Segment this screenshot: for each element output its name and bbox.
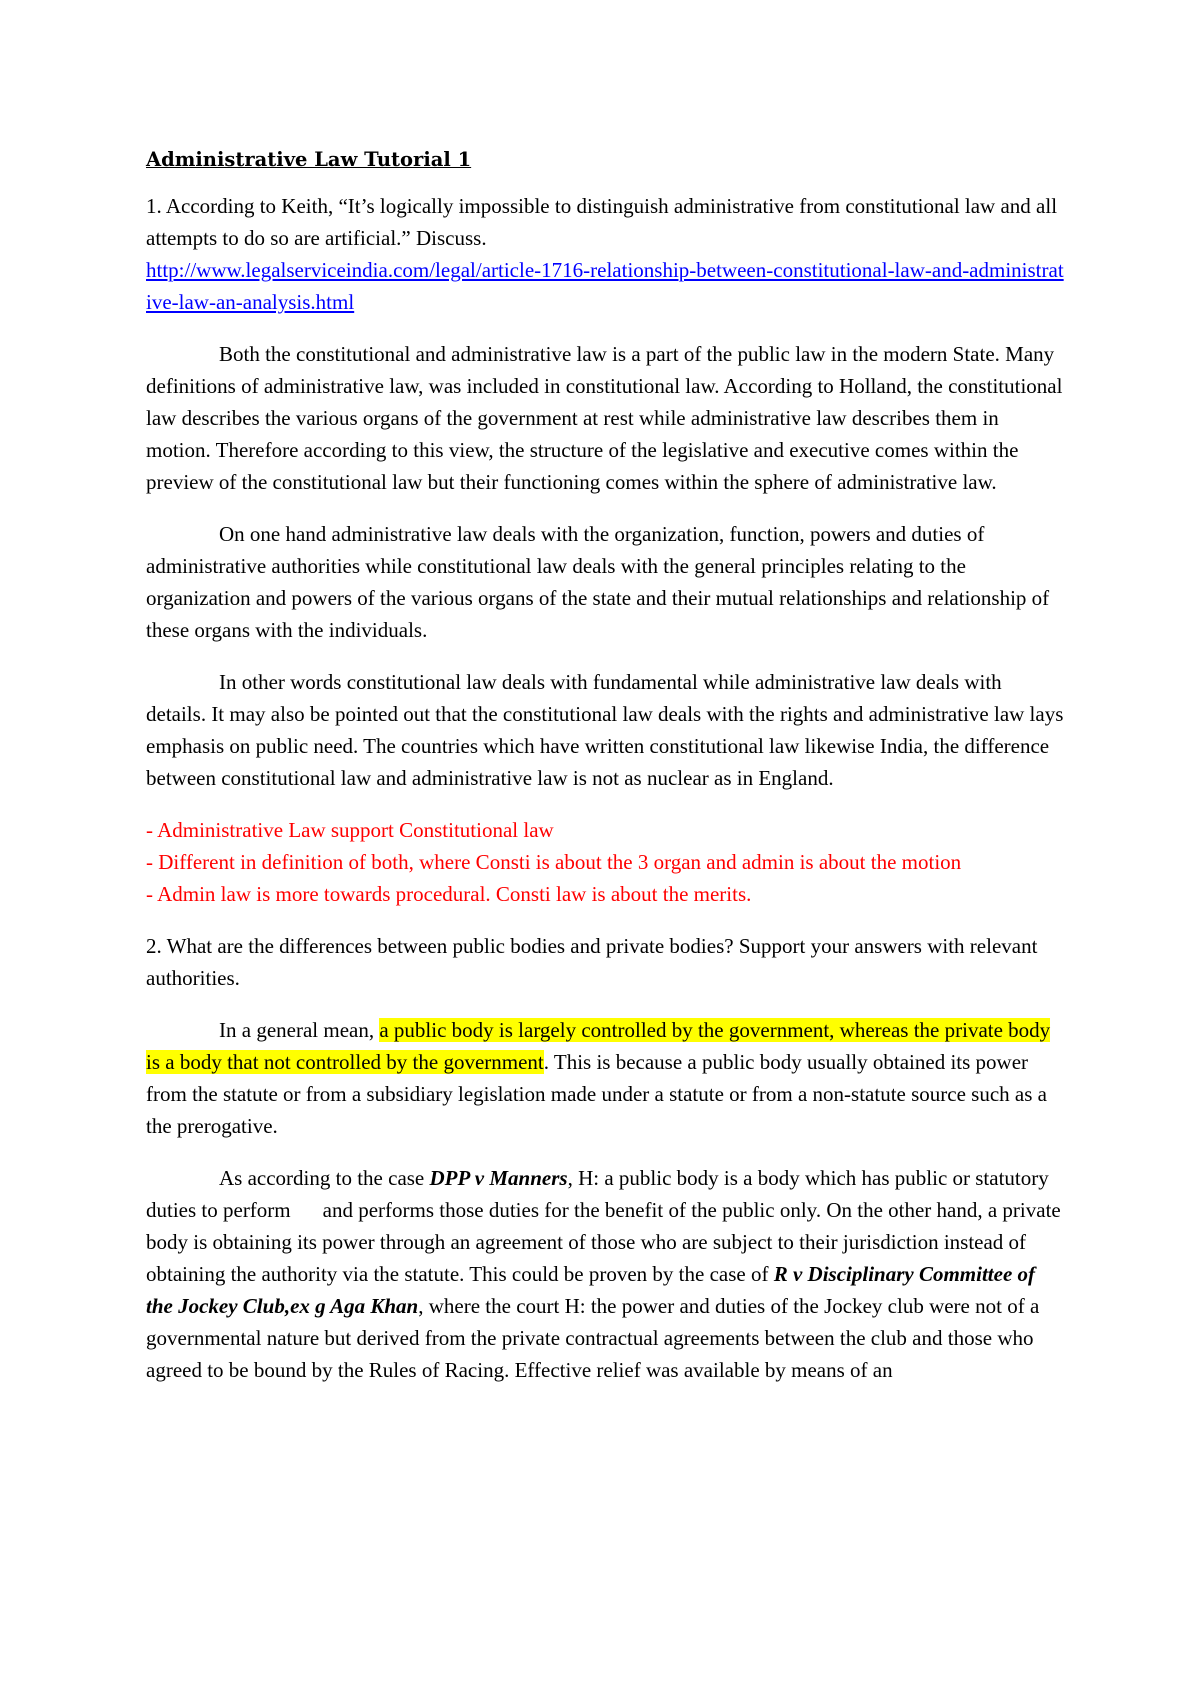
answer-1-notes — [146, 814, 1064, 910]
answer-2-paragraph-2-part-d: , where the court H: the power and duties of the Jockey club were not of a governmental nature but derived from the private contractual agreements between the club and those who agreed to be bound by the Rules of Racing. Effective relief was available by means of an — [146, 1294, 1040, 1382]
answer-2-paragraph-2 — [146, 1162, 1064, 1386]
note-item: - Admin law is more towards procedural. Consti law is about the merits. — [146, 882, 752, 906]
answer-2-paragraph-2-part-c: and performs those duties for the benefit of the public only. On the other hand, a private body is obtaining its power through an agreement of those who are subject to their jurisdiction instead of obtaining the authority via the statute. This could be proven by the case of — [146, 1198, 1061, 1286]
document-page — [146, 144, 1064, 1406]
question-1-text: 1. According to Keith, “It’s logically impossible to distinguish administrative from constitutional law and all attempts to do so are artificial.” Discuss. — [146, 194, 1058, 250]
highlighted-text: a public body is largely controlled by the government, whereas the private body is a body that not controlled by the government — [146, 1018, 1051, 1074]
question-1 — [146, 190, 1064, 318]
answer-1-paragraph-3: In other words constitutional law deals with fundamental while administrative law deals with details. It may also be pointed out that the constitutional law deals with the rights and administrative law lays emphasis on public need. The countries which have written constitutional law likewise India, the difference between constitutional law and administrative law is not as nuclear as in England. — [146, 670, 1064, 790]
answer-1-paragraph-1: Both the constitutional and administrative law is a part of the public law in the modern State. Many definitions of administrative law, was included in constitutional law. According to Holland, the constitutional law describes the various organs of the government at rest while administrative law describes them in motion. Therefore according to this view, the structure of the legislative and executive comes within the preview of the constitutional law but their functioning comes within the sphere of administrative law. — [146, 342, 1063, 494]
reference-link[interactable]: http://www.legalserviceindia.com/legal/article-1716-relationship-between-constitutional-law-and-administrative-law-an-analysis.html — [146, 258, 1064, 314]
answer-2-paragraph-2-part-b: , H: a public body is a body which has public or statutory duties to perform — [146, 1166, 1049, 1222]
document-title: Administrative Law Tutorial 1 — [146, 148, 472, 171]
answer-2-paragraph-2-part-a: As according to the case — [219, 1166, 430, 1190]
case-name-dpp-v-manners: DPP v Manners — [429, 1166, 568, 1190]
case-name-jockey-club: R v Disciplinary Committee of the Jockey Club,ex g Aga Khan — [146, 1262, 1036, 1318]
note-item: - Administrative Law support Constitutional law — [146, 818, 554, 842]
answer-2-paragraph-1-intro: In a general mean, — [219, 1018, 380, 1042]
answer-2-paragraph-1-rest: . This is because a public body usually obtained its power from the statute or from a subsidiary legislation made under a statute or from a non-statute source such as a the prerogative. — [146, 1050, 1047, 1138]
note-item: - Different in definition of both, where Consti is about the 3 organ and admin is about the motion — [146, 850, 962, 874]
answer-2-paragraph-1 — [146, 1014, 1064, 1142]
question-2-text: 2. What are the differences between public bodies and private bodies? Support your answers with relevant authorities. — [146, 934, 1038, 990]
answer-1-paragraph-2: On one hand administrative law deals with the organization, function, powers and duties of administrative authorities while constitutional law deals with the general principles relating to the organization and powers of the various organs of the state and their mutual relationships and relationship of these organs with the individuals. — [146, 522, 1050, 642]
